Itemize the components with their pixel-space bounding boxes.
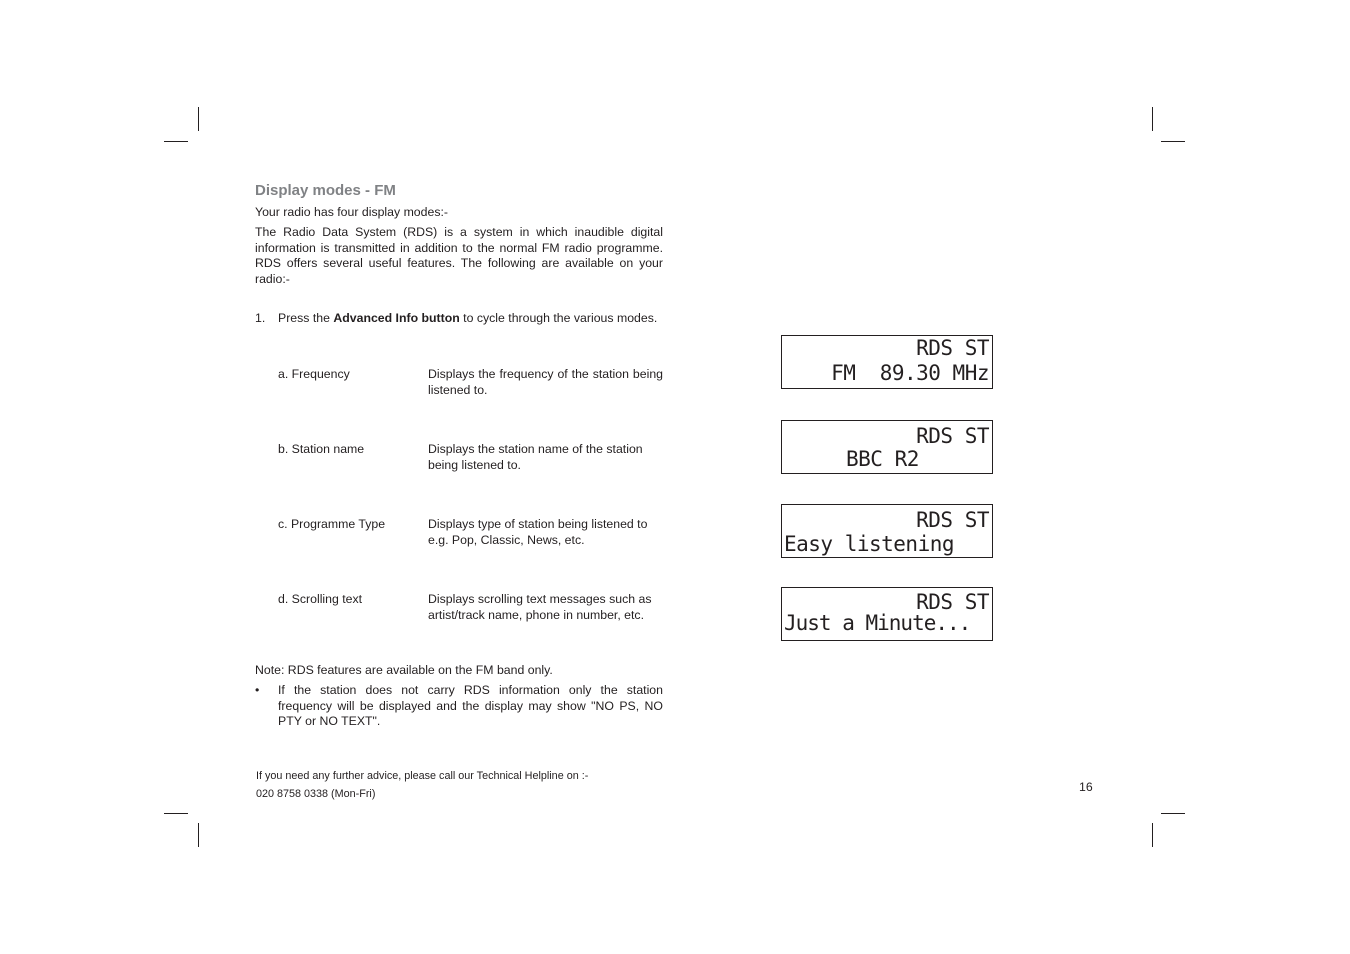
lcd-line2: Easy listening	[784, 532, 955, 556]
mode-desc-scrolling-text: Displays scrolling text messages such as artist/track name, phone in number, etc.	[428, 592, 652, 622]
lcd-line2: BBC R2	[846, 447, 919, 471]
lcd-line2: Just a Minute...	[784, 611, 971, 635]
page-number: 16	[1079, 780, 1093, 794]
intro-text: Your radio has four display modes:-	[255, 205, 448, 219]
crop-mark	[1161, 813, 1185, 814]
helpline-text: If you need any further advice, please call our Technical Helpline on :-	[256, 770, 589, 782]
crop-mark	[198, 107, 199, 131]
section-heading: Display modes - FM	[255, 182, 396, 199]
lcd-line1: RDS ST	[916, 508, 989, 532]
helpline-number: 020 8758 0338 (Mon-Fri)	[256, 788, 376, 800]
step-number: 1.	[255, 311, 266, 325]
lcd-display-station-name	[781, 420, 993, 474]
lcd-line1: RDS ST	[916, 590, 989, 614]
lcd-display-frequency	[781, 335, 993, 389]
advanced-info-button-name: Advanced Info button	[333, 311, 460, 325]
rds-paragraph: The Radio Data System (RDS) is a system in which inaudible digital information is transmitted in addition to the normal FM radio programme. RDS offers several useful features. The following are available on your radio:-	[255, 225, 663, 286]
mode-desc-station-name: Displays the station name of the station being listened to.	[428, 442, 643, 472]
crop-mark	[164, 813, 188, 814]
lcd-line1: RDS ST	[916, 424, 989, 448]
lcd-line1: RDS ST	[916, 336, 989, 360]
mode-desc-frequency: Displays the frequency of the station being listened to.	[428, 367, 663, 397]
mode-desc-programme-type: Displays type of station being listened to e.g. Pop, Classic, News, etc.	[428, 517, 648, 547]
lcd-display-programme-type	[781, 504, 993, 558]
lcd-display-scrolling-text	[781, 587, 993, 641]
bullet-text: If the station does not carry RDS information only the station frequency will be displayed and the display may show "NO PS, NO PTY or NO TEXT".	[278, 683, 663, 728]
crop-mark	[1152, 823, 1153, 847]
mode-label-frequency: a. Frequency	[278, 367, 350, 381]
crop-mark	[1152, 107, 1153, 131]
crop-mark	[1161, 141, 1185, 142]
crop-mark	[164, 141, 188, 142]
crop-mark	[198, 823, 199, 847]
step-text: Press the Advanced Info button to cycle through the various modes.	[278, 311, 658, 325]
step-1	[255, 311, 663, 327]
bullet-item	[255, 683, 663, 730]
note-text: Note: RDS features are available on the FM band only.	[255, 663, 553, 677]
mode-label-programme-type: c. Programme Type	[278, 517, 386, 531]
mode-label-station-name: b. Station name	[278, 442, 365, 456]
lcd-line2: FM 89.30 MHz	[831, 361, 989, 385]
bullet-symbol: •	[255, 683, 260, 697]
mode-label-scrolling-text: d. Scrolling text	[278, 592, 363, 606]
